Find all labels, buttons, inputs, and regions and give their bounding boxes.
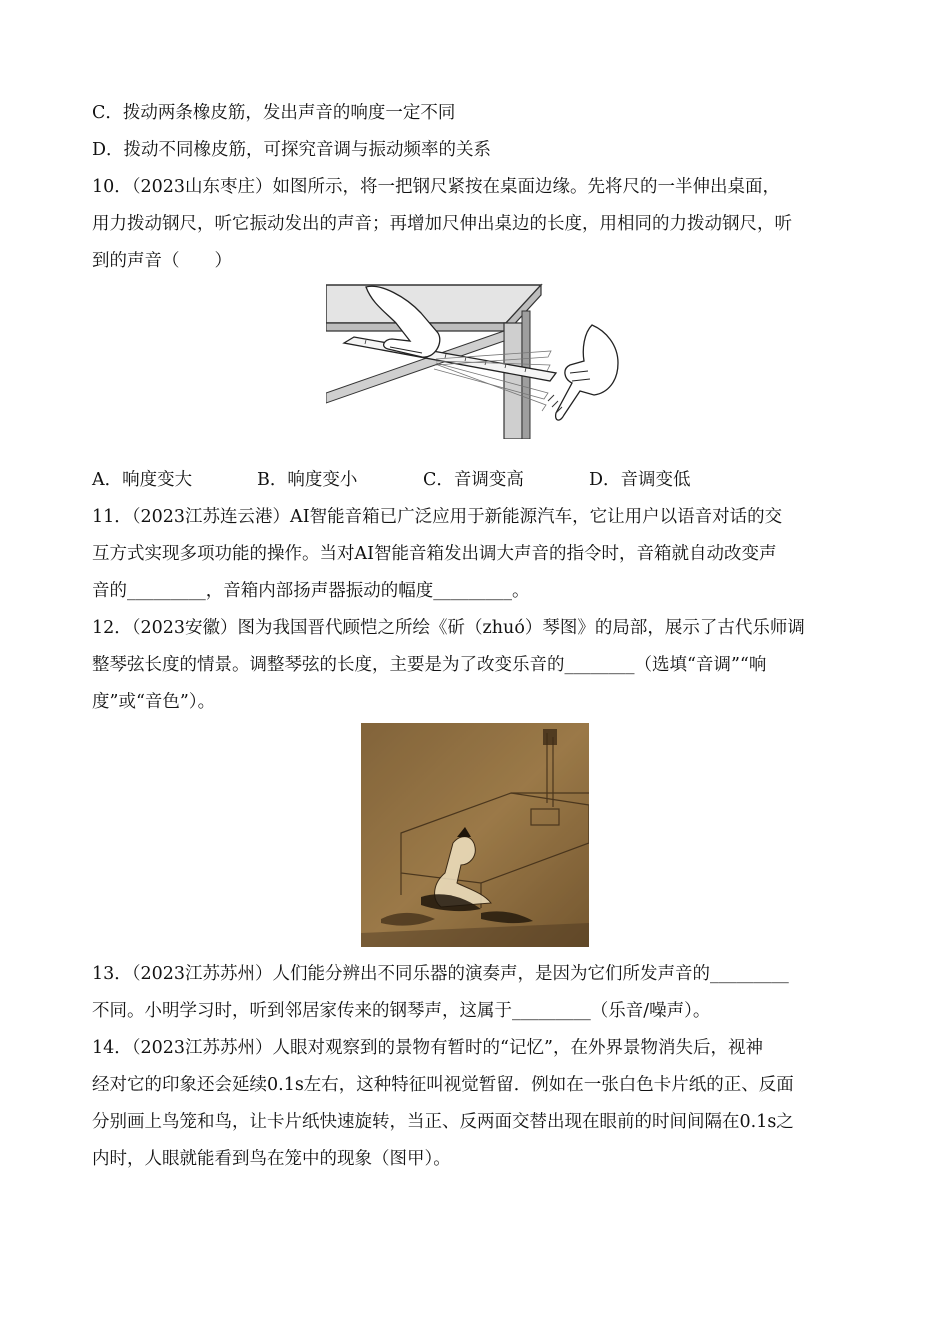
q10-line-1: 10．（2023山东枣庄）如图所示，将一把钢尺紧按在桌面边缘。先将尺的一半伸出桌面， xyxy=(92,177,781,197)
option-d-text: D．拨动不同橡皮筋，可探究音调与振动频率的关系 xyxy=(92,140,492,160)
painting-illustration xyxy=(361,723,589,947)
q14-line-4: 内时，人眼就能看到鸟在笼中的现象（图甲）。 xyxy=(92,1149,451,1169)
q10-option-c[interactable]: C．音调变高 xyxy=(423,470,524,490)
q12-line-3: 度”或“音色”）。 xyxy=(92,692,216,712)
ruler-illustration xyxy=(326,283,624,439)
ruler-vibration-figure xyxy=(326,283,624,439)
q10-option-d[interactable]: D．音调变低 xyxy=(589,470,691,490)
q13-line-1: 13．（2023江苏苏州）人们能分辨出不同乐器的演奏声，是因为它们所发声音的_________ xyxy=(92,964,789,984)
q13-line-2: 不同。小明学习时，听到邻居家传来的钢琴声，这属于_________（乐音/噪声）。 xyxy=(92,1001,711,1021)
q10-line-3: 到的声音（ ） xyxy=(92,251,232,271)
q14-line-1: 14．（2023江苏苏州）人眼对观察到的景物有暂时的“记忆”，在外界景物消失后，视神 xyxy=(92,1038,763,1058)
option-c-text: C．拨动两条橡皮筋，发出声音的响度一定不同 xyxy=(92,103,456,123)
q12-line-1: 12．（2023安徽）图为我国晋代顾恺之所绘《斫（zhuó）琴图》的局部，展示了古代乐师调 xyxy=(92,618,805,638)
q12-line-2: 整琴弦长度的情景。调整琴弦的长度，主要是为了改变乐音的________（选填“音调”“响 xyxy=(92,655,767,675)
q10-option-b[interactable]: B．响度变小 xyxy=(257,470,358,490)
q11-line-1: 11．（2023江苏连云港）AI智能音箱已广泛应用于新能源汽车，它让用户以语音对话的交 xyxy=(92,507,783,527)
q14-line-2: 经对它的印象还会延续0.1s左右，这种特征叫视觉暂留．例如在一张白色卡片纸的正、反面 xyxy=(92,1075,794,1095)
q10-option-a[interactable]: A．响度变大 xyxy=(92,470,193,490)
q10-line-2: 用力拨动钢尺，听它振动发出的声音；再增加尺伸出桌边的长度，用相同的力拨动钢尺，听 xyxy=(92,214,792,234)
zhuoqin-painting-figure xyxy=(361,723,589,947)
q11-line-3: 音的_________，音箱内部扬声器振动的幅度_________。 xyxy=(92,581,530,601)
q11-line-2: 互方式实现多项功能的操作。当对AI智能音箱发出调大声音的指令时，音箱就自动改变声 xyxy=(92,544,777,564)
q14-line-3: 分别画上鸟笼和鸟，让卡片纸快速旋转，当正、反两面交替出现在眼前的时间间隔在0.1s之 xyxy=(92,1112,794,1132)
